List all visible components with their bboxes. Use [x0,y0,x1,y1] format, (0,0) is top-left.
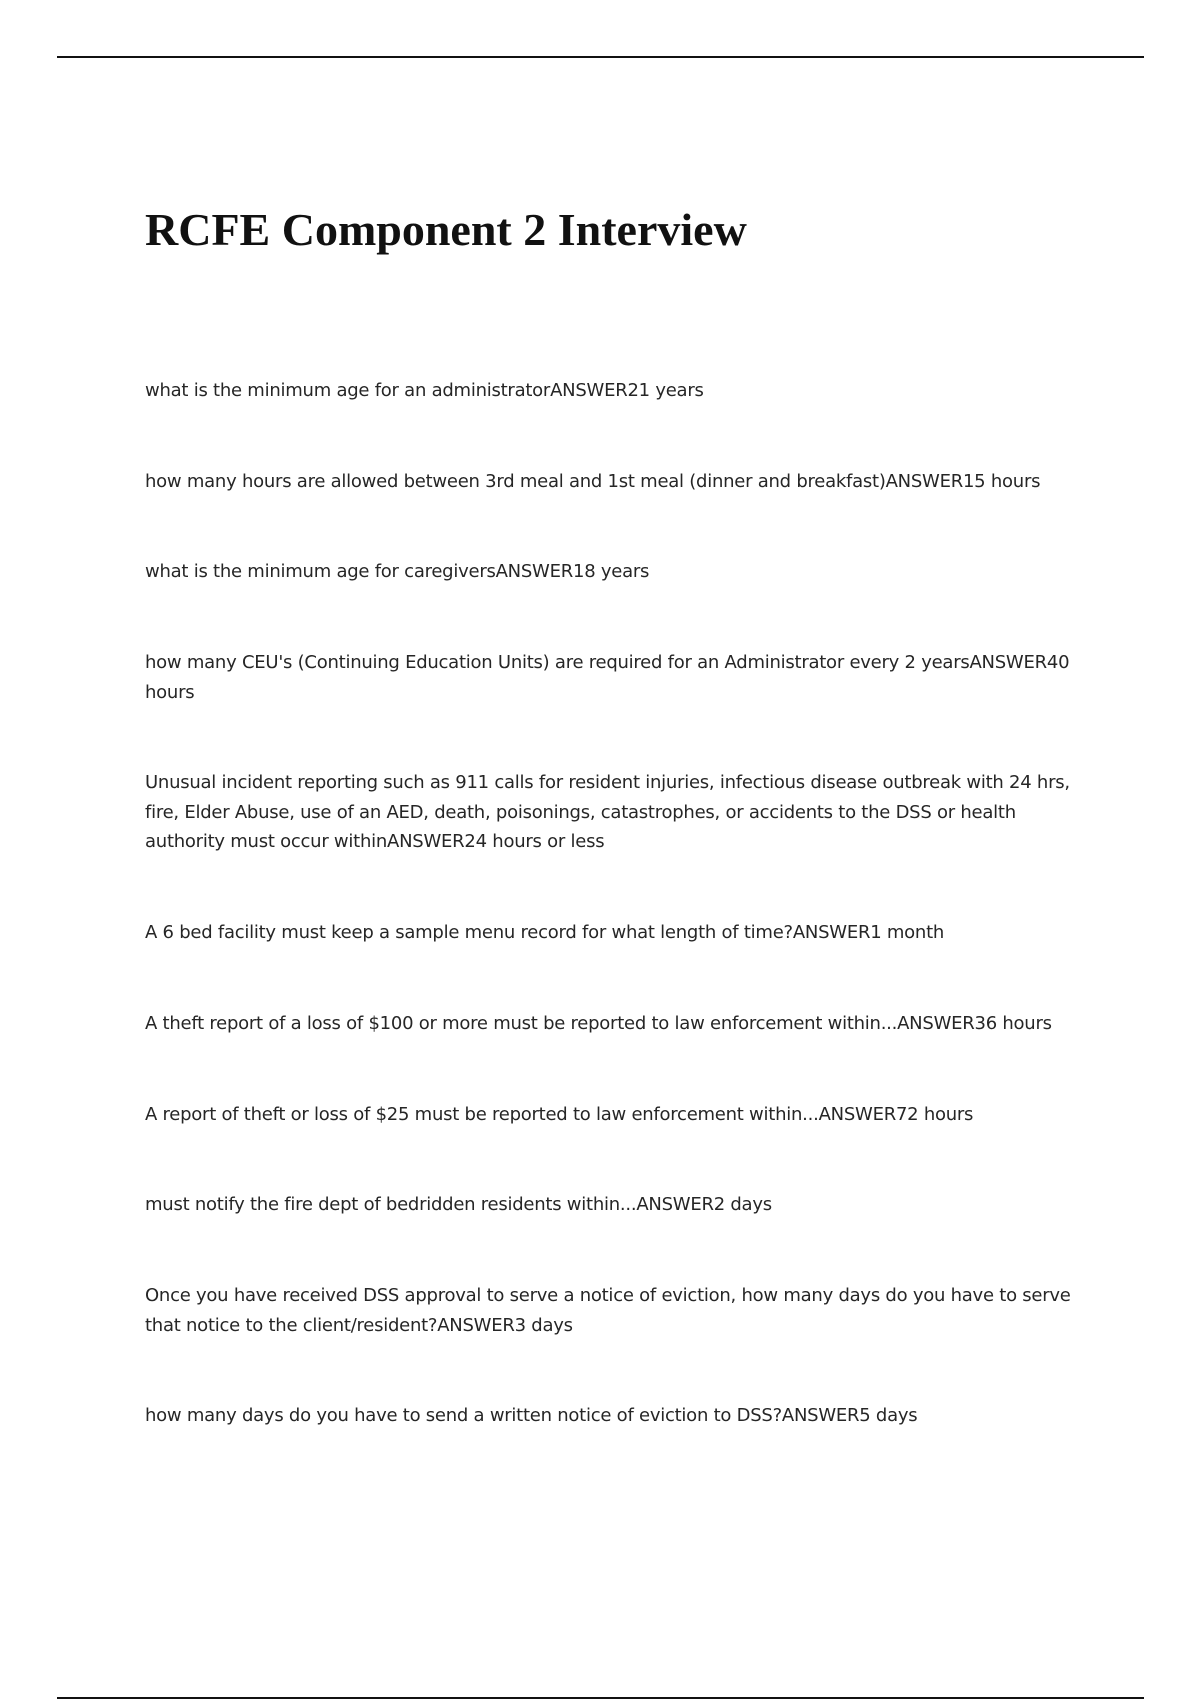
qa-item-9: must notify the fire dept of bedridden residents within...ANSWER2 days [145,1194,772,1215]
qa-item-11: how many days do you have to send a written notice of eviction to DSS?ANSWER5 days [145,1405,918,1426]
qa-item-7: A theft report of a loss of $100 or more must be reported to law enforcement within...ANSWER36 hours [145,1013,1052,1034]
qa-item-3: what is the minimum age for caregiversANSWER18 years [145,561,650,582]
qa-item-8: A report of theft or loss of $25 must be reported to law enforcement within...ANSWER72 hours [145,1104,974,1125]
qa-item-10: Once you have received DSS approval to serve a notice of eviction, how many days do you have to serve that notice to the client/resident?ANSWER3 days [145,1285,1071,1336]
qa-item-6: A 6 bed facility must keep a sample menu record for what length of time?ANSWER1 month [145,922,945,943]
qa-item-4: how many CEU's (Continuing Education Units) are required for an Administrator every 2 yearsANSWER40 hours [145,652,1070,703]
qa-item-1: what is the minimum age for an administratorANSWER21 years [145,380,704,401]
qa-item-5: Unusual incident reporting such as 911 calls for resident injuries, infectious disease outbreak with 24 hrs, fire, Elder Abuse, use of an AED, death, poisonings, catastrophes, or accidents to the DSS or health authority must occur withinANSWER24 hours or less [145,772,1070,852]
qa-item-2: how many hours are allowed between 3rd meal and 1st meal (dinner and breakfast)ANSWER15 hours [145,471,1041,492]
top-rule [57,56,1144,58]
bottom-rule [57,1697,1144,1699]
document-title: RCFE Component 2 Interview [145,204,747,255]
